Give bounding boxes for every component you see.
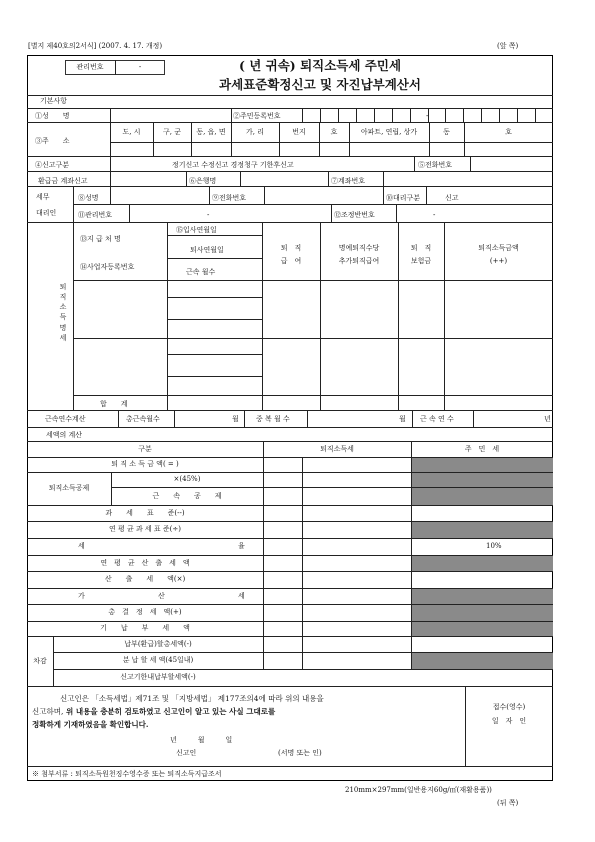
tax-row-due-within-deadline: 신고기한내납부할세액(-) xyxy=(120,673,196,682)
agent-type-value[interactable]: 신고 xyxy=(445,194,459,202)
col-honor-2: 추가퇴직급여 xyxy=(338,257,380,266)
tax-row-installment: 분 납 할 세 액(45일내) xyxy=(122,656,194,665)
address-columns xyxy=(110,122,553,142)
mgmt-label: 관리번호 xyxy=(76,63,104,72)
rrn-label: ②주민등록번호 xyxy=(233,112,281,120)
tax-row-payable: 납부(환급)할총세액(-) xyxy=(124,639,192,648)
tax-header-income-tax: 퇴직소득세 xyxy=(320,444,354,453)
tax-header-division: 구분 xyxy=(138,444,152,453)
bank-label: ⑥은행명 xyxy=(189,177,217,185)
agent-label2: 대리인 xyxy=(36,209,57,217)
address-col-5: 호 xyxy=(330,127,338,136)
tax-diff-label: 차감 xyxy=(33,656,47,665)
phone-label: ⑤전화번호 xyxy=(418,161,453,169)
address-col-1: 구, 군 xyxy=(163,127,181,136)
bizno-label: ⑭사업자등록번호 xyxy=(80,263,135,271)
col-honor-1: 명예퇴직수당 xyxy=(338,244,380,253)
tax-row-calculated: 산 출 세 액(×) xyxy=(104,575,186,584)
tax-row-prepaid: 기 납 부 세 액 xyxy=(100,624,190,633)
address-col-8: 호 xyxy=(505,127,512,136)
adj-no-label: ⑫조정반번호 xyxy=(334,211,375,219)
tax-row-45pct: ×(45%) xyxy=(173,475,201,484)
col-total-1: 퇴직소득금액 xyxy=(478,244,519,253)
col-insurance-1: 퇴 직 xyxy=(410,244,432,253)
address-col-4: 번지 xyxy=(292,127,306,136)
section-tax: 세액의 계산 xyxy=(46,431,83,439)
agent-label1: 세무 xyxy=(36,193,50,201)
title-line2: 과세표준확정신고 및 자진납부계산서 xyxy=(219,77,421,93)
tax-row-additional-a: 가 xyxy=(78,592,85,600)
title-line1: ( 년 귀속) 퇴직소득세 주민세 xyxy=(238,58,402,74)
col-total-2: (++) xyxy=(489,257,508,266)
dup-months-unit: 월 xyxy=(399,415,406,423)
total-months-label: 총근속월수 xyxy=(126,415,160,423)
tax-row-total-determined: 총 결 정 세 액(+) xyxy=(108,608,182,617)
address-col-2: 동, 읍, 면 xyxy=(196,127,226,136)
agent-mgmt-label: ⑪관리번호 xyxy=(78,211,113,219)
adj-no-dash: - xyxy=(433,211,436,219)
mgmt-value[interactable]: - xyxy=(138,63,142,72)
entry-date-label: ⑮입사연월일 xyxy=(176,226,217,234)
col-insurance-2: 보험금 xyxy=(410,257,432,266)
agent-name-label: ⑧성명 xyxy=(78,194,99,202)
signature-field[interactable]: (서명 또는 인) xyxy=(278,749,322,757)
refund-account-label: 환급금 계좌신고 xyxy=(38,177,88,185)
tax-row-avg-calculated: 연 평 균 산 출 세 액 xyxy=(100,558,190,567)
report-type-label: ④신고구분 xyxy=(35,161,70,169)
tax-row-deduction: 퇴직소득공제 xyxy=(48,484,90,493)
attachment-note: ※ 첨부서류 : 퇴직소득원천징수영수증 또는 퇴직소득지급조서 xyxy=(32,770,222,778)
months-label: 근속 월수 xyxy=(186,268,216,276)
details-sum-label: 합 계 xyxy=(100,400,128,408)
declaration-line3: 정확하게 기재하였음을 확인합니다. xyxy=(32,720,149,729)
tax-row-additional-b: 산 xyxy=(158,592,165,600)
declaration-line1: 신고인은 「소득세법」제71조 및 「지방세법」 제177조의4에 따라 위의 내용을 xyxy=(60,694,324,703)
section-basic: 기본사항 xyxy=(40,97,68,105)
account-label: ⑦계좌번호 xyxy=(331,177,366,185)
declaration-date[interactable]: 년 월 일 xyxy=(170,736,233,744)
address-col-0: 도, 시 xyxy=(122,127,141,136)
service-calc-label: 근속연수계산 xyxy=(45,415,86,423)
tax-row-rate-a: 세 xyxy=(78,542,85,550)
col-pay-1: 퇴 직 xyxy=(280,244,302,253)
tax-row-additional-c: 세 xyxy=(238,592,245,600)
back-page-mark: (뒤 쪽) xyxy=(497,799,519,807)
agent-phone-label: ⑨전화번호 xyxy=(212,194,247,202)
payer-label: ⑬지 급 처 명 xyxy=(80,235,121,243)
declaration-line2: 신고하며, 위 내용을 충분히 검토하였고 신고인이 알고 있는 사실 그대로를 xyxy=(32,707,276,716)
total-months-unit: 월 xyxy=(232,415,239,423)
front-page-mark: (앞 쪽) xyxy=(497,42,519,50)
agent-mgmt-dash: - xyxy=(207,211,210,219)
address-label: ③주 소 xyxy=(35,137,70,145)
agent-type-label: ⑩대리구분 xyxy=(386,194,421,202)
dup-months-label: 중 복 월 수 xyxy=(256,415,290,423)
service-years-unit: 년 xyxy=(544,415,551,423)
paper-spec: 210mm×297mm(일반용지60g/㎡(재활용품)) xyxy=(345,786,492,794)
exit-date-label: 퇴사연월일 xyxy=(190,246,224,254)
tax-row-service-deduction: 근 속 공 제 xyxy=(152,491,222,500)
address-col-7: 동 xyxy=(443,127,450,136)
form-number: [별지 제40호의2서식] (2007. 4. 17. 개정) xyxy=(28,42,163,50)
address-col-3: 가, 리 xyxy=(246,127,264,136)
tax-header-residence-tax: 주 민 세 xyxy=(464,444,500,453)
tax-row-rate-b: 율 xyxy=(238,542,245,550)
tax-row-tax-base: 과 세 표 준(--) xyxy=(105,508,185,517)
details-side-label: 퇴직소득명세 xyxy=(59,283,67,342)
receipt-stamp-2: 일 자 인 xyxy=(491,716,527,725)
address-col-6: 아파트, 연립, 상가 xyxy=(360,127,418,136)
col-pay-2: 급 여 xyxy=(280,257,302,266)
name-label: ①성 명 xyxy=(35,112,70,120)
residence-tax-rate: 10% xyxy=(486,542,502,550)
tax-row-avg-tax-base: 연 평 균 과 세 표 준(÷) xyxy=(108,525,181,534)
rrn-dash: - xyxy=(426,112,429,120)
tax-row-income-amount: 퇴 직 소 득 금 액( = ) xyxy=(111,460,179,469)
report-type-options[interactable]: 정기신고 수정신고 경정청구 기한후신고 xyxy=(172,161,294,169)
service-years-label: 근 속 연 수 xyxy=(420,415,454,423)
receipt-stamp-1: 접수(영수) xyxy=(492,702,526,711)
signer-label: 신고인 xyxy=(176,749,197,757)
